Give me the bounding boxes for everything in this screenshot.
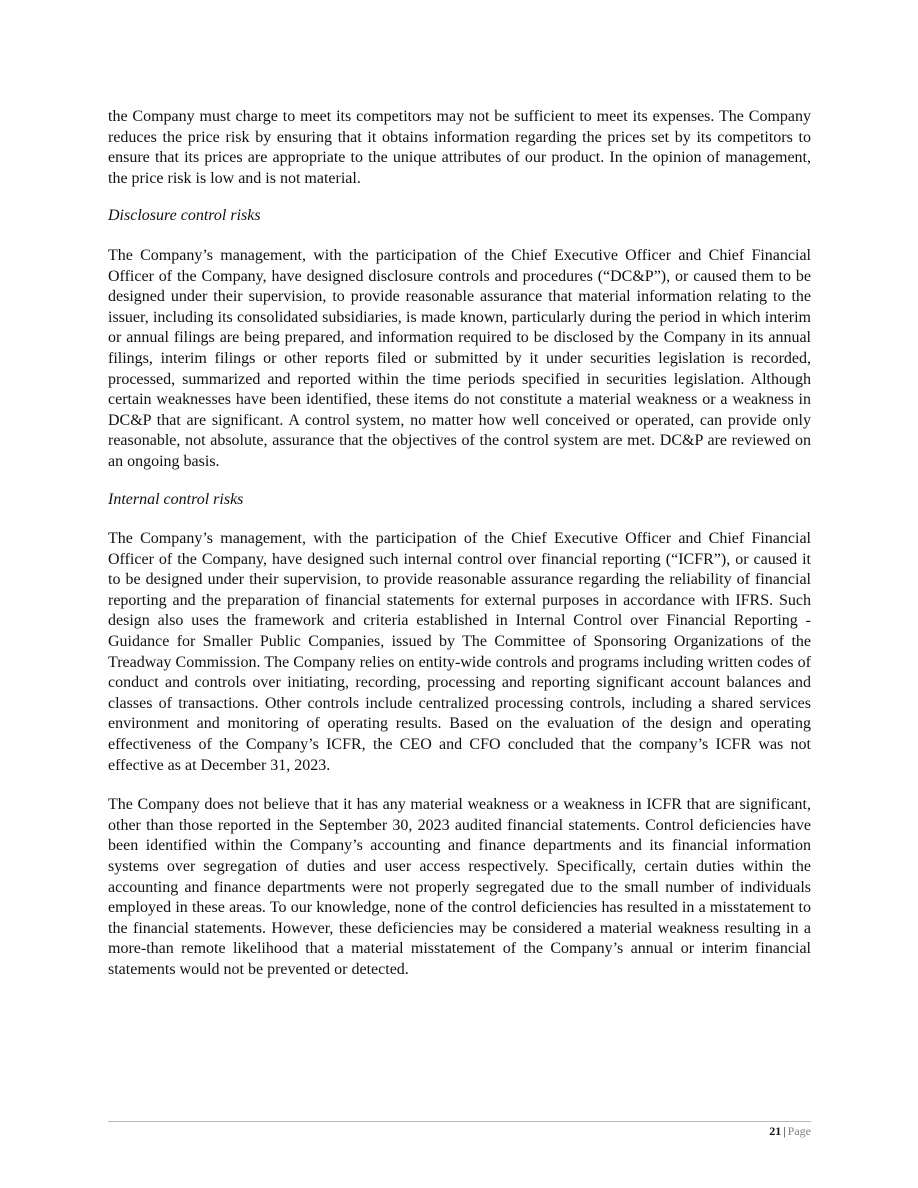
paragraph-material-weakness: The Company does not believe that it has any material weakness or a weakness in ICFR that are significant, other than those reported in the September 30, 2023 audited financial statements. Control deficiencies have been identified within the Company’s accounting and finance departments and its financial information systems over segregation of duties and user access respectively. Specifically, certain duties within the accounting and finance departments were not properly segregated due to the small number of individuals employed in these areas. To our knowledge, none of the control deficiencies has resulted in a misstatement to the financial statements. However, these deficiencies may be considered a material weakness resulting in a more-than remote likelihood that a material misstatement of the Company’s annual or interim financial statements would not be prevented or detected. [108,796,811,978]
footer-divider [108,1121,811,1122]
heading-disclosure-control-risks: Disclosure control risks [108,207,261,225]
page-body [108,107,811,981]
page-label: Page [787,1124,811,1138]
page-footer [769,1124,811,1138]
heading-internal-control-risks: Internal control risks [108,490,244,508]
paragraph-price-risk: the Company must charge to meet its competitors may not be sufficient to meet its expenses. The Company reduces the price risk by ensuring that it obtains information regarding the prices set by its competitors to ensure that its prices are appropriate to the unique attributes of our product. In the opinion of management, the price risk is low and is not material. [108,108,811,187]
paragraph-disclosure-controls: The Company’s management, with the participation of the Chief Executive Officer and Chief Financial Officer of the Company, have designed disclosure controls and procedures (“DC&P”), or caused them to be designed under their supervision, to provide reasonable assurance that material information relating to the issuer, including its consolidated subsidiaries, is made known, particularly during the period in which interim or annual filings are being prepared, and information required to be disclosed by the Company in its annual filings, interim filings or other reports filed or submitted by it under securities legislation is recorded, processed, summarized and reported within the time periods specified in securities legislation. Although certain weaknesses have been identified, these items do not constitute a material weakness or a weakness in DC&P that are significant. A control system, no matter how well conceived or operated, can provide only reasonable, not absolute, assurance that the objectives of the control system are met. DC&P are reviewed on an ongoing basis. [108,246,811,470]
paragraph-internal-controls: The Company’s management, with the participation of the Chief Executive Officer and Chief Financial Officer of the Company, have designed such internal control over financial reporting (“ICFR”), or caused it to be designed under their supervision, to provide reasonable assurance regarding the reliability of financial reporting and the preparation of financial statements for external purposes in accordance with IFRS. Such design also uses the framework and criteria established in Internal Control over Financial Reporting - Guidance for Smaller Public Companies, issued by The Committee of Sponsoring Organizations of the Treadway Commission. The Company relies on entity-wide controls and programs including written codes of conduct and controls over initiating, recording, processing and reporting significant account balances and classes of transactions. Other controls include centralized processing controls, including a shared services environment and monitoring of operating results. Based on the evaluation of the design and operating effectiveness of the Company’s ICFR, the CEO and CFO concluded that the company’s ICFR was not effective as at December 31, 2023. [108,530,811,774]
footer-separator: | [783,1124,786,1138]
page-number: 21 [769,1124,782,1138]
